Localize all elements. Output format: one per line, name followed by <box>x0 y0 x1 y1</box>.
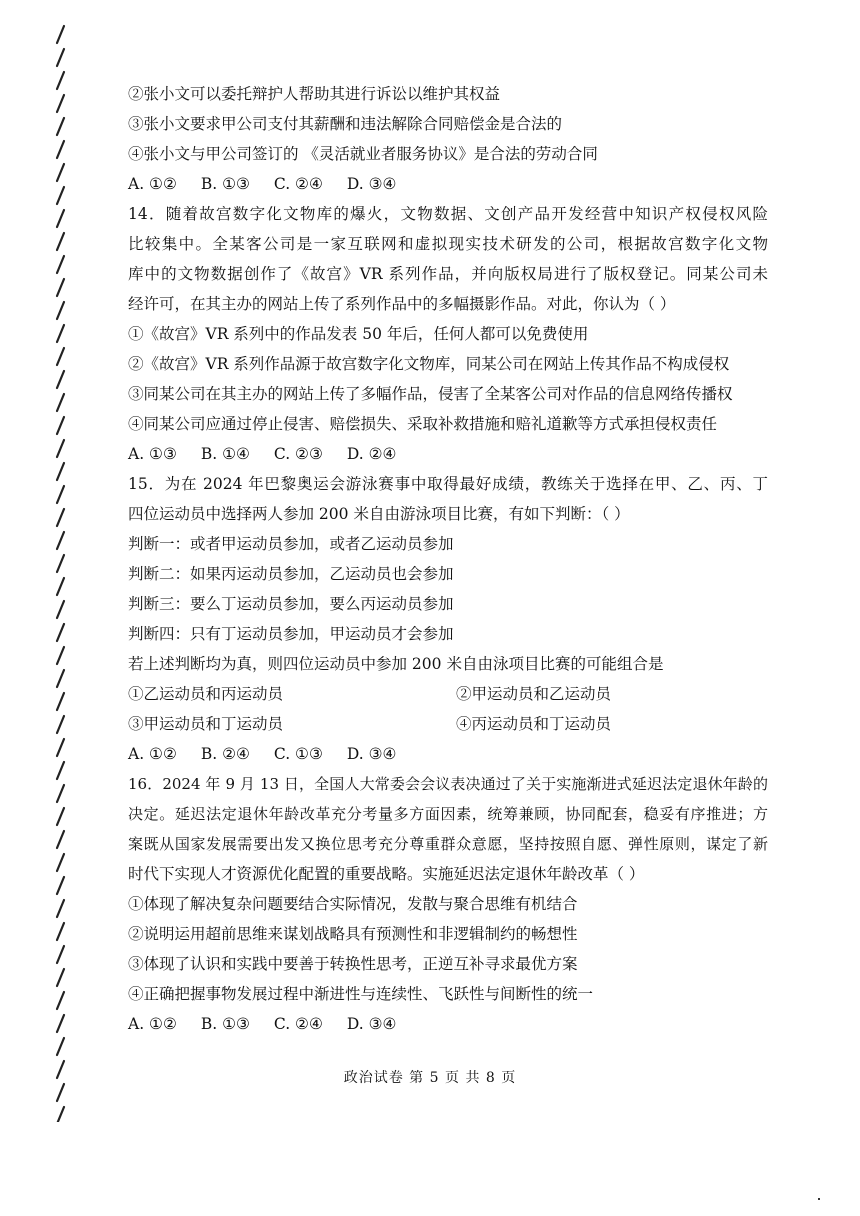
q13-option-c: C. ②④ <box>273 175 323 193</box>
q13-options <box>128 174 420 194</box>
margin-slash-mark <box>57 417 64 434</box>
q16-stem-line-2: 决定。延迟法定退休年龄改革充分考量多方面因素，统筹兼顾，协同配套，稳妥有序推进；方 <box>128 805 768 823</box>
margin-slash-mark <box>57 26 64 43</box>
q16-stem-line-3: 案既从国家发展需要出发又换位思考充分尊重群众意愿，坚持按照自愿、弹性原则，谋定了新 <box>128 835 768 853</box>
q16-statement-2: ②说明运用超前思维来谋划战略具有预测性和非逻辑制约的畅想性 <box>128 925 578 943</box>
margin-slash-mark <box>57 923 64 940</box>
q16-statement-4: ④正确把握事物发展过程中渐进性与连续性、飞跃性与间断性的统一 <box>128 985 594 1003</box>
margin-slash-mark <box>57 854 64 871</box>
q14-options <box>128 444 420 464</box>
q15-judgment-2: 判断二：如果丙运动员参加，乙运动员也会参加 <box>128 565 454 583</box>
margin-slash-mark <box>57 72 64 89</box>
q15-judgment-4: 判断四：只有丁运动员参加，甲运动员才会参加 <box>128 625 454 643</box>
margin-slash-mark <box>57 1038 64 1055</box>
q13-statement-4: ④张小文与甲公司签订的 《灵活就业者服务协议》是合法的劳动合同 <box>128 145 598 163</box>
q15-option-a: A. ①② <box>128 745 177 763</box>
q14-option-c: C. ②③ <box>273 445 323 463</box>
q13-option-a: A. ①② <box>128 175 177 193</box>
q13-statement-3: ③张小文要求甲公司支付其薪酬和违法解除合同赔偿金是合法的 <box>128 115 563 133</box>
margin-slash-mark <box>57 555 64 572</box>
margin-slash-mark <box>57 325 64 342</box>
q16-stem-line-4: 时代下实现人才资源优化配置的重要战略。实施延迟法定退休年龄改革（ ） <box>128 865 645 883</box>
margin-slash-mark <box>57 164 64 181</box>
q16-option-a: A. ①② <box>128 1015 177 1033</box>
margin-slash-mark <box>57 394 64 411</box>
margin-slash-mark <box>57 1015 64 1032</box>
margin-slash-mark <box>57 762 64 779</box>
q14-statement-2: ②《故宫》VR 系列作品源于故宫数字化文物库，同某公司在网站上传其作品不构成侵权 <box>128 355 730 373</box>
page-footer: 政治试卷 第 5 页 共 8 页 <box>343 1070 517 1086</box>
margin-slash-mark <box>57 578 64 595</box>
margin-slash-mark <box>57 969 64 986</box>
margin-slash-mark <box>57 440 64 457</box>
q15-choice-4: ④丙运动员和丁运动员 <box>456 715 612 733</box>
q15-question: 若上述判断均为真，则四位运动员中参加 200 米自由泳项目比赛的可能组合是 <box>128 655 664 673</box>
margin-slash-mark <box>57 1107 64 1122</box>
margin-slash-mark <box>57 670 64 687</box>
margin-slash-mark <box>57 463 64 480</box>
margin-slash-mark <box>57 509 64 526</box>
q15-option-c: C. ①③ <box>273 745 323 763</box>
q15-choice-1: ①乙运动员和丙运动员 <box>128 685 284 703</box>
q16-option-c: C. ②④ <box>273 1015 323 1033</box>
q15-judgment-1: 判断一：或者甲运动员参加，或者乙运动员参加 <box>128 535 454 553</box>
margin-slash-mark <box>57 946 64 963</box>
margin-slash-mark <box>57 256 64 273</box>
q16-option-b: B. ①③ <box>200 1015 250 1033</box>
q16-options <box>128 1014 420 1034</box>
margin-slash-mark <box>57 302 64 319</box>
q15-stem-line-1: 15．为在 2024 年巴黎奥运会游泳赛事中取得最好成绩，教练关于选择在甲、乙、丙、丁 <box>128 475 768 493</box>
q14-option-b: B. ①④ <box>200 445 250 463</box>
scan-speck <box>818 1198 820 1200</box>
margin-slash-mark <box>57 532 64 549</box>
margin-slash-mark <box>57 808 64 825</box>
margin-slash-mark <box>57 141 64 158</box>
q14-stem-line-1: 14．随着故宫数字化文物库的爆火，文物数据、文创产品开发经营中知识产权侵权风险 <box>128 205 768 223</box>
margin-slash-mark <box>57 486 64 503</box>
margin-slash-mark <box>57 624 64 641</box>
q14-statement-3: ③同某公司在其主办的网站上传了多幅作品，侵害了全某客公司对作品的信息网络传播权 <box>128 385 733 403</box>
q15-choice-3: ③甲运动员和丁运动员 <box>128 715 284 733</box>
q13-option-b: B. ①③ <box>200 175 250 193</box>
q15-option-d: D. ③④ <box>346 745 397 763</box>
q14-stem-line-4: 经许可，在其主办的网站上传了系列作品中的多幅摄影作品。对此，你认为（ ） <box>128 295 676 313</box>
margin-slash-mark <box>57 992 64 1009</box>
q14-statement-1: ①《故宫》VR 系列中的作品发表 50 年后，任何人都可以免费使用 <box>128 325 589 343</box>
q16-statement-3: ③体现了认识和实践中要善于转换性思考，正逆互补寻求最优方案 <box>128 955 578 973</box>
margin-slash-mark <box>57 716 64 733</box>
q16-stem-line-1: 16．2024 年 9 月 13 日，全国人大常委会会议表决通过了关于实施渐进式延迟法定退休年龄的 <box>128 775 768 793</box>
margin-slash-mark <box>57 279 64 296</box>
q13-option-d: D. ③④ <box>346 175 397 193</box>
q16-option-d: D. ③④ <box>346 1015 397 1033</box>
q14-stem-line-3: 库中的文物数据创作了《故宫》VR 系列作品，并向版权局进行了版权登记。同某公司未 <box>128 265 768 283</box>
q15-choices-row-2 <box>128 714 611 734</box>
margin-slash-mark <box>57 348 64 365</box>
q14-stem-line-2: 比较集中。全某客公司是一家互联网和虚拟现实技术研发的公司，根据故宫数字化文物 <box>128 235 768 253</box>
margin-slash-mark <box>57 877 64 894</box>
q14-statement-4: ④同某公司应通过停止侵害、赔偿损失、采取补救措施和赔礼道歉等方式承担侵权责任 <box>128 415 718 433</box>
q15-option-b: B. ②④ <box>200 745 250 763</box>
q13-statement-2: ②张小文可以委托辩护人帮助其进行诉讼以维护其权益 <box>128 85 501 103</box>
binding-margin-marks <box>52 22 70 1122</box>
margin-slash-mark <box>57 95 64 112</box>
margin-slash-mark <box>57 900 64 917</box>
q15-choices-row-1 <box>128 684 611 704</box>
margin-slash-mark <box>57 233 64 250</box>
margin-slash-mark <box>57 831 64 848</box>
margin-slash-mark <box>57 371 64 388</box>
margin-slash-mark <box>57 187 64 204</box>
q15-options <box>128 744 420 764</box>
margin-slash-mark <box>57 693 64 710</box>
margin-slash-mark <box>57 601 64 618</box>
margin-slash-mark <box>57 118 64 135</box>
q15-stem-line-2: 四位运动员中选择两人参加 200 米自由游泳项目比赛，有如下判断：（ ） <box>128 505 630 523</box>
margin-slash-mark <box>57 785 64 802</box>
q16-statement-1: ①体现了解决复杂问题要结合实际情况，发散与聚合思维有机结合 <box>128 895 578 913</box>
margin-slash-mark <box>57 49 64 66</box>
margin-slash-mark <box>57 210 64 227</box>
margin-slash-mark <box>57 739 64 756</box>
q14-option-d: D. ②④ <box>346 445 397 463</box>
q15-choice-2: ②甲运动员和乙运动员 <box>456 685 612 703</box>
q15-judgment-3: 判断三：要么丁运动员参加，要么丙运动员参加 <box>128 595 454 613</box>
q14-option-a: A. ①③ <box>128 445 177 463</box>
margin-slash-mark <box>57 647 64 664</box>
